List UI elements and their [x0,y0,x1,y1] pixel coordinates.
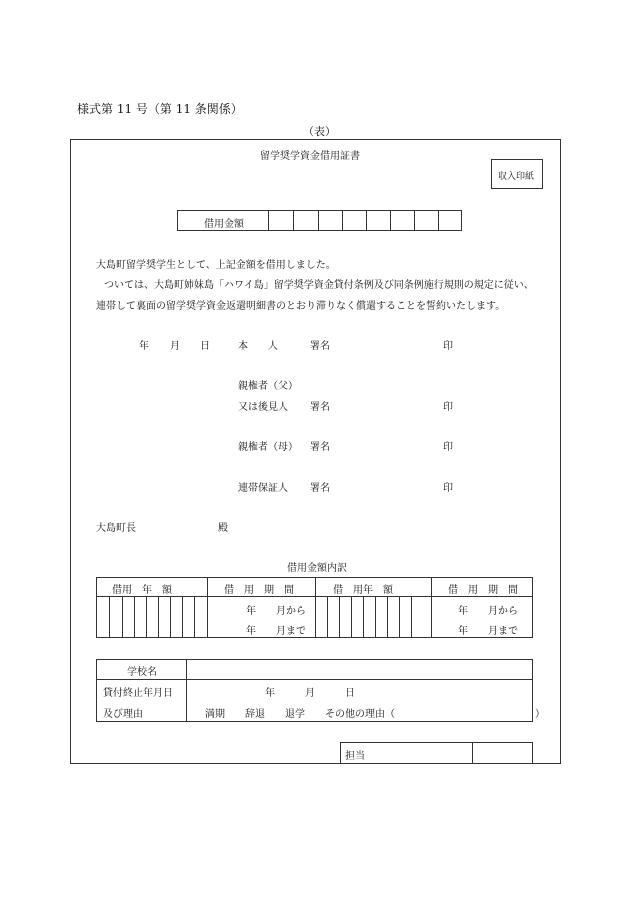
addressee-honorific: 殿 [218,523,228,534]
breakdown-cell-divider [109,596,110,638]
breakdown-divider [431,577,432,638]
principal-seal: 印 [443,341,453,352]
guardian-label: 又は後見人 [238,402,288,413]
col-amount-right: 借 用年 額 [333,585,393,596]
date-year: 年 [139,341,149,352]
amount-cell-divider [390,210,391,231]
mother-seal: 印 [443,442,453,453]
end-reason-label: 及び理由 [103,709,143,720]
staff-label: 担当 [345,751,365,762]
date-month: 月 [170,341,180,352]
side-label: （表） [303,125,336,138]
end-date-value: 年 月 日 [265,688,355,699]
school-row-rule [96,679,533,680]
period-left-to: 年 月まで [246,626,306,637]
father-seal: 印 [443,402,453,413]
father-label: 親権者（父） [238,381,298,392]
breakdown-cell-divider [158,596,159,638]
col-period-right: 借 用 期 間 [448,585,518,596]
end-date-label: 貸付終止年月日 [103,688,173,699]
form-number: 様式第 11 号（第 11 条関係） [77,102,243,116]
breakdown-cell-divider [122,596,123,638]
breakdown-cell-divider [146,596,147,638]
form-title: 留学奨学資金借用証書 [260,151,360,162]
breakdown-cell-divider [399,596,400,638]
breakdown-cell-divider [351,596,352,638]
breakdown-cell-divider [170,596,171,638]
mother-label: 親権者（母） [238,442,298,453]
stamp-label: 収入印紙 [498,172,535,182]
period-right-to: 年 月まで [458,626,518,637]
col-amount-left: 借用 年 額 [112,585,172,596]
guarantor-label: 連帯保証人 [238,483,288,494]
body-line-2: ついては、大島町姉妹島「ハワイ島」留学奨学資金貸付条例及び同条例施行規則の規定に従い、 [104,280,534,291]
father-sign-label: 署名 [310,402,330,413]
breakdown-cell-divider [134,596,135,638]
period-left-from: 年 月から [246,606,306,617]
guarantor-seal: 印 [443,483,453,494]
breakdown-cell-divider [411,596,412,638]
amount-cell-divider [268,210,269,231]
col-period-left: 借 用 期 間 [224,585,294,596]
staff-box [340,742,533,764]
breakdown-cell-divider [327,596,328,638]
body-line-3: 連帯して裏面の留学奨学資金返還明細書のとおり滞りなく償還することを誓約いたします。 [96,301,506,312]
school-name-label: 学校名 [127,667,157,678]
breakdown-divider [315,577,316,638]
breakdown-cell-divider [194,596,195,638]
breakdown-cell-divider [375,596,376,638]
body-line-1: 大島町留学奨学生として、上記金額を借用しました。 [96,260,336,271]
principal-label: 本 人 [238,341,278,352]
breakdown-cell-divider [182,596,183,638]
amount-cell-divider [414,210,415,231]
amount-cell-divider [438,210,439,231]
guarantor-sign-label: 署名 [310,483,330,494]
amount-cell-divider [293,210,294,231]
period-right-from: 年 月から [458,606,518,617]
breakdown-cell-divider [363,596,364,638]
mother-sign-label: 署名 [310,442,330,453]
breakdown-cell-divider [387,596,388,638]
breakdown-cell-divider [339,596,340,638]
amount-label: 借用金額 [204,219,244,230]
amount-cell-divider [366,210,367,231]
end-reasons: 満期 辞退 退学 その他の理由（ ） [205,709,545,720]
breakdown-title: 借用金額内訳 [287,563,347,574]
amount-box [177,210,462,231]
addressee-name: 大島町長 [96,523,136,534]
staff-divider [472,742,473,764]
amount-cell-divider [342,210,343,231]
school-col-rule [186,659,187,722]
principal-sign-label: 署名 [310,341,330,352]
date-day: 日 [200,341,210,352]
revenue-stamp-box [491,159,543,189]
breakdown-divider [207,577,208,638]
amount-cell-divider [318,210,319,231]
